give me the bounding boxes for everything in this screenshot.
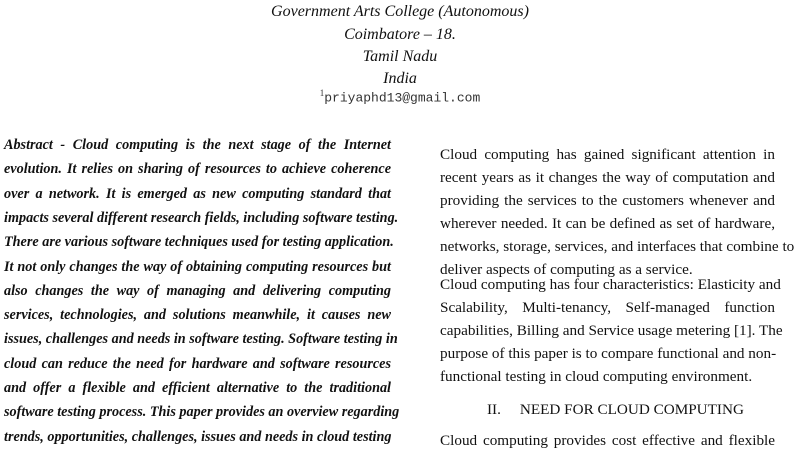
text-line: capabilities, Billing and Service usage metering [1]. The bbox=[440, 322, 783, 339]
text-line: functional testing in cloud computing environment. bbox=[440, 368, 753, 385]
text-line: trends, opportunities, challenges, issues and needs in cloud testing bbox=[4, 428, 392, 445]
text-line: impacts several different research fields, including software testing. bbox=[4, 209, 399, 226]
text-line: software testing process. This paper provides an overview regarding bbox=[4, 404, 400, 421]
text-line: purpose of this paper is to compare functional and non- bbox=[440, 345, 777, 362]
text-line: networks, storage, services, and interfaces that combine to bbox=[440, 238, 795, 255]
email-address: priyaphd13@gmail.com bbox=[324, 90, 481, 106]
footnote-marker: 1 bbox=[319, 88, 325, 98]
text-line: also changes the way of managing and delivering computing bbox=[4, 282, 391, 299]
text-line: deliver aspects of computing as a service. bbox=[440, 261, 693, 278]
affiliation-line: Tamil Nadu bbox=[362, 48, 438, 65]
text-line: wherever needed. It can be defined as set of hardware, bbox=[440, 215, 775, 232]
text-line: Scalability, Multi-tenancy, Self-managed function bbox=[440, 299, 775, 316]
text-line: It not only changes the way of obtaining computing resources but bbox=[4, 258, 391, 275]
affiliation-line: India bbox=[383, 70, 417, 87]
author-email bbox=[0, 88, 800, 105]
text-line: providing the services to the customers whenever and bbox=[440, 192, 775, 209]
text-line: services, technologies, and solutions meanwhile, it causes new bbox=[4, 307, 391, 324]
text-line: Abstract - Cloud computing is the next stage of the Internet bbox=[4, 137, 391, 153]
text-line: recent years as it changes the way of computation and bbox=[440, 169, 775, 186]
text-line: evolution. It relies on sharing of resources to achieve coherence bbox=[4, 161, 391, 178]
text-line: cloud can reduce the need for hardware and software resources bbox=[4, 355, 391, 372]
section-heading: II. NEED FOR CLOUD COMPUTING bbox=[487, 401, 744, 418]
affiliation-line: Government Arts College (Autonomous) bbox=[271, 3, 529, 20]
text-line: There are various software techniques used for testing application. bbox=[4, 234, 394, 251]
text-line: Cloud computing provides cost effective and flexible bbox=[440, 432, 775, 449]
text-line: Cloud computing has gained significant attention in bbox=[440, 146, 775, 163]
text-line: and offer a flexible and efficient alternative to the traditional bbox=[4, 380, 391, 396]
text-line: Cloud computing has four characteristics: Elasticity and bbox=[440, 276, 781, 293]
text-line: issues, challenges and needs in software testing. Software testing in bbox=[4, 331, 398, 348]
affiliation-line: Coimbatore – 18. bbox=[344, 26, 456, 43]
text-line: over a network. It is emerged as new computing standard that bbox=[4, 185, 391, 202]
